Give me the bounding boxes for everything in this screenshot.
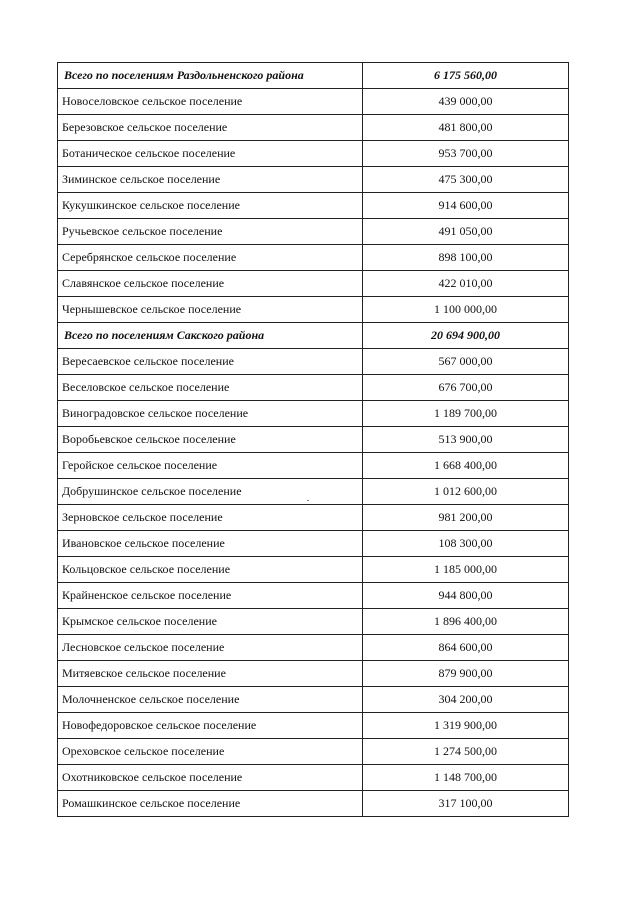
settlement-name: Березовское сельское поселение [58,115,363,141]
district-total-label: Всего по поселениям Сакского района [58,323,363,349]
settlement-amount: 1 148 700,00 [363,765,569,791]
settlement-name: Ореховское сельское поселение [58,739,363,765]
settlement-name: Лесновское сельское поселение [58,635,363,661]
settlement-amount: 1 668 400,00 [363,453,569,479]
settlement-name: Ромашкинское сельское поселение [58,791,363,817]
settlement-amount: 1 185 000,00 [363,557,569,583]
settlement-name: Вересаевское сельское поселение [58,349,363,375]
settlement-amount: 108 300,00 [363,531,569,557]
settlement-amount: 676 700,00 [363,375,569,401]
table-row [58,297,569,323]
table-row [58,271,569,297]
table-row [58,609,569,635]
settlement-amount: 513 900,00 [363,427,569,453]
table-row [58,349,569,375]
table-row [58,661,569,687]
table-row [58,141,569,167]
scan-speck [307,500,309,501]
settlement-amount: 1 896 400,00 [363,609,569,635]
settlement-name: Молочненское сельское поселение [58,687,363,713]
table-row [58,401,569,427]
table-body [58,63,569,817]
settlement-amount: 981 200,00 [363,505,569,531]
settlement-amount: 567 000,00 [363,349,569,375]
table-row [58,375,569,401]
table-row [58,583,569,609]
settlement-name: Зерновское сельское поселение [58,505,363,531]
settlement-amount: 944 800,00 [363,583,569,609]
table-row [58,687,569,713]
table-row [58,479,569,505]
settlement-name: Новофедоровское сельское поселение [58,713,363,739]
table-row [58,167,569,193]
table-row [58,557,569,583]
table-row [58,245,569,271]
district-total-amount: 20 694 900,00 [363,323,569,349]
settlement-name: Зиминское сельское поселение [58,167,363,193]
settlement-name: Ивановское сельское поселение [58,531,363,557]
settlement-amount: 953 700,00 [363,141,569,167]
settlement-name: Воробьевское сельское поселение [58,427,363,453]
settlement-name: Ручьевское сельское поселение [58,219,363,245]
settlement-amount: 898 100,00 [363,245,569,271]
settlement-name: Виноградовское сельское поселение [58,401,363,427]
settlement-amount: 481 800,00 [363,115,569,141]
settlement-amount: 864 600,00 [363,635,569,661]
settlement-name: Славянское сельское поселение [58,271,363,297]
settlement-name: Геройское сельское поселение [58,453,363,479]
table-row [58,115,569,141]
settlement-amount: 439 000,00 [363,89,569,115]
settlement-name: Кольцовское сельское поселение [58,557,363,583]
table-row-total [58,323,569,349]
settlement-amount: 304 200,00 [363,687,569,713]
settlement-amount: 1 189 700,00 [363,401,569,427]
table-row [58,453,569,479]
settlement-amount: 1 012 600,00 [363,479,569,505]
settlement-amount: 475 300,00 [363,167,569,193]
settlement-name: Новоселовское сельское поселение [58,89,363,115]
table-row [58,739,569,765]
settlement-amount: 879 900,00 [363,661,569,687]
settlements-budget-table [57,62,569,817]
settlement-amount: 1 319 900,00 [363,713,569,739]
table-row [58,219,569,245]
table-row [58,193,569,219]
table-row [58,427,569,453]
settlement-amount: 317 100,00 [363,791,569,817]
settlement-name: Митяевское сельское поселение [58,661,363,687]
settlement-name: Добрушинское сельское поселение [58,479,363,505]
table-row [58,765,569,791]
settlement-amount: 914 600,00 [363,193,569,219]
district-total-label: Всего по поселениям Раздольненского района [58,63,363,89]
table-row [58,505,569,531]
settlement-amount: 1 274 500,00 [363,739,569,765]
settlement-amount: 491 050,00 [363,219,569,245]
table-row [58,791,569,817]
table-row-total [58,63,569,89]
settlement-name: Крымское сельское поселение [58,609,363,635]
district-total-amount: 6 175 560,00 [363,63,569,89]
table-row [58,635,569,661]
table-row [58,713,569,739]
settlement-amount: 1 100 000,00 [363,297,569,323]
settlement-name: Чернышевское сельское поселение [58,297,363,323]
table-row [58,89,569,115]
settlement-name: Кукушкинское сельское поселение [58,193,363,219]
settlement-name: Охотниковское сельское поселение [58,765,363,791]
table-row [58,531,569,557]
settlement-name: Крайненское сельское поселение [58,583,363,609]
settlement-name: Веселовское сельское поселение [58,375,363,401]
settlement-name: Серебрянское сельское поселение [58,245,363,271]
settlement-name: Ботаническое сельское поселение [58,141,363,167]
settlement-amount: 422 010,00 [363,271,569,297]
